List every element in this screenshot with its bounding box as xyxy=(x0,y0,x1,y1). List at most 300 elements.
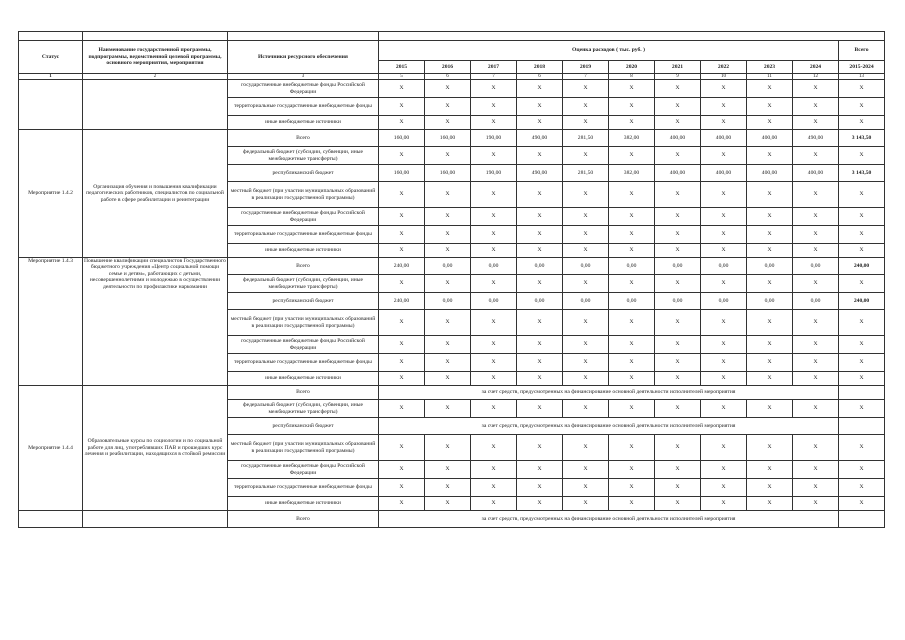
x-cell: X xyxy=(839,147,885,165)
value-cell: 400,00 xyxy=(747,165,793,182)
x-cell: X xyxy=(747,275,793,293)
x-cell: X xyxy=(839,244,885,258)
source-label: федеральный бюджет (субсидии, субвенции, иные межбюджетные трансферты) xyxy=(228,275,379,293)
col-number: 9 xyxy=(655,74,701,80)
x-cell: X xyxy=(471,435,517,461)
x-cell: X xyxy=(839,98,885,116)
source-label: республиканский бюджет xyxy=(228,293,379,310)
x-cell: X xyxy=(839,208,885,226)
x-cell: X xyxy=(747,226,793,244)
x-cell: X xyxy=(517,354,563,372)
x-cell: X xyxy=(563,147,609,165)
col-number: 10 xyxy=(701,74,747,80)
x-cell: X xyxy=(425,116,471,130)
value-cell: 400,00 xyxy=(793,165,839,182)
value-cell: 400,00 xyxy=(747,130,793,147)
x-cell: X xyxy=(655,497,701,511)
x-cell: X xyxy=(793,80,839,98)
x-cell: X xyxy=(563,80,609,98)
x-cell: X xyxy=(655,182,701,208)
x-cell: X xyxy=(839,116,885,130)
x-cell: X xyxy=(793,275,839,293)
header-sources: Источники ресурсного обеспечения xyxy=(228,41,379,74)
value-cell: 160,00 xyxy=(379,165,425,182)
x-cell: X xyxy=(609,80,655,98)
x-cell: X xyxy=(425,244,471,258)
x-cell: X xyxy=(839,226,885,244)
x-cell: X xyxy=(609,275,655,293)
sum-cell: 240,00 xyxy=(839,258,885,275)
x-cell: X xyxy=(379,354,425,372)
x-cell: X xyxy=(655,354,701,372)
value-cell: 0,00 xyxy=(701,258,747,275)
x-cell: X xyxy=(425,226,471,244)
col-number: 2 xyxy=(83,74,228,80)
x-cell: X xyxy=(425,372,471,386)
x-cell: X xyxy=(563,116,609,130)
top-strip-row xyxy=(19,32,885,41)
x-cell: X xyxy=(609,461,655,479)
source-label: Всего xyxy=(228,130,379,147)
table-row xyxy=(19,130,885,147)
x-cell: X xyxy=(701,479,747,497)
source-label: местный бюджет (при участии муниципальных образований в реализации государственной программы) xyxy=(228,182,379,208)
name-cell: Образовательные курсы по социологии и по социальной работе для лиц, употреблявших ПАВ и прошедших курс лечения и реабилитации, находящихся в стойкой ремиссии xyxy=(83,386,228,511)
header-status: Статус xyxy=(19,41,83,74)
x-cell: X xyxy=(747,244,793,258)
x-cell: X xyxy=(655,479,701,497)
x-cell: X xyxy=(425,479,471,497)
table-row xyxy=(19,386,885,400)
x-cell: X xyxy=(471,497,517,511)
value-cell: 0,00 xyxy=(747,293,793,310)
source-label: Всего xyxy=(228,511,379,528)
x-cell: X xyxy=(701,372,747,386)
name-cell xyxy=(83,80,228,130)
x-cell: X xyxy=(563,208,609,226)
x-cell: X xyxy=(793,310,839,336)
x-cell: X xyxy=(563,400,609,418)
value-cell: 0,00 xyxy=(563,293,609,310)
x-cell: X xyxy=(471,461,517,479)
x-cell: X xyxy=(563,182,609,208)
x-cell: X xyxy=(839,275,885,293)
year-2016: 2016 xyxy=(425,61,471,74)
status-cell: Мероприятие 1.4.2 xyxy=(19,130,83,258)
x-cell: X xyxy=(839,461,885,479)
x-cell: X xyxy=(425,208,471,226)
value-cell: 160,00 xyxy=(425,130,471,147)
sum-cell xyxy=(839,418,885,435)
source-label: Всего xyxy=(228,258,379,275)
x-cell: X xyxy=(747,80,793,98)
x-cell: X xyxy=(609,182,655,208)
x-cell: X xyxy=(839,310,885,336)
year-2020: 2020 xyxy=(609,61,655,74)
x-cell: X xyxy=(701,208,747,226)
sum-cell xyxy=(839,511,885,528)
cell xyxy=(379,32,885,41)
x-cell: X xyxy=(609,354,655,372)
col-number: 5 xyxy=(379,74,425,80)
x-cell: X xyxy=(379,336,425,354)
x-cell: X xyxy=(747,354,793,372)
source-label: иные внебюджетные источники xyxy=(228,116,379,130)
x-cell: X xyxy=(517,147,563,165)
x-cell: X xyxy=(379,435,425,461)
x-cell: X xyxy=(517,435,563,461)
x-cell: X xyxy=(747,98,793,116)
x-cell: X xyxy=(425,435,471,461)
x-cell: X xyxy=(747,479,793,497)
x-cell: X xyxy=(793,147,839,165)
x-cell: X xyxy=(839,80,885,98)
x-cell: X xyxy=(701,226,747,244)
x-cell: X xyxy=(701,461,747,479)
x-cell: X xyxy=(609,147,655,165)
value-cell: 240,00 xyxy=(379,293,425,310)
x-cell: X xyxy=(517,275,563,293)
x-cell: X xyxy=(563,372,609,386)
col-number: 1 xyxy=(19,74,83,80)
cell xyxy=(228,32,379,41)
x-cell: X xyxy=(471,80,517,98)
source-label: государственные внебюджетные фонды Российской Федерации xyxy=(228,80,379,98)
value-cell: 190,00 xyxy=(471,130,517,147)
name-cell: Организация обучения и повышения квалификации педагогических работников, специалистов по социальной работе в сфере реабилитации и реинтеграции xyxy=(83,130,228,258)
value-cell: 160,00 xyxy=(379,130,425,147)
x-cell: X xyxy=(793,116,839,130)
x-cell: X xyxy=(701,147,747,165)
x-cell: X xyxy=(793,479,839,497)
x-cell: X xyxy=(701,336,747,354)
value-cell: 0,00 xyxy=(701,293,747,310)
sum-cell: 3 143,50 xyxy=(839,165,885,182)
value-cell: 0,00 xyxy=(425,258,471,275)
x-cell: X xyxy=(655,98,701,116)
year-2015: 2015 xyxy=(379,61,425,74)
x-cell: X xyxy=(563,336,609,354)
x-cell: X xyxy=(517,244,563,258)
x-cell: X xyxy=(563,275,609,293)
col-number: 6 xyxy=(517,74,563,80)
x-cell: X xyxy=(655,275,701,293)
x-cell: X xyxy=(379,372,425,386)
x-cell: X xyxy=(747,461,793,479)
funding-note: за счет средств, предусмотренных на финансирование основной деятельности исполнителей мероприятия xyxy=(379,418,839,435)
x-cell: X xyxy=(839,479,885,497)
x-cell: X xyxy=(379,147,425,165)
col-number: 6 xyxy=(425,74,471,80)
x-cell: X xyxy=(563,479,609,497)
value-cell: 281,50 xyxy=(563,130,609,147)
x-cell: X xyxy=(655,400,701,418)
value-cell: 190,00 xyxy=(471,165,517,182)
x-cell: X xyxy=(379,461,425,479)
value-cell: 0,00 xyxy=(609,293,655,310)
x-cell: X xyxy=(701,400,747,418)
x-cell: X xyxy=(379,275,425,293)
x-cell: X xyxy=(701,182,747,208)
x-cell: X xyxy=(793,435,839,461)
x-cell: X xyxy=(747,147,793,165)
header-total: Всего xyxy=(839,41,885,61)
status-cell xyxy=(19,511,83,528)
value-cell: 0,00 xyxy=(655,258,701,275)
x-cell: X xyxy=(609,400,655,418)
x-cell: X xyxy=(655,208,701,226)
x-cell: X xyxy=(379,182,425,208)
col-number: 12 xyxy=(793,74,839,80)
value-cell: 490,00 xyxy=(517,165,563,182)
x-cell: X xyxy=(379,80,425,98)
x-cell: X xyxy=(563,310,609,336)
x-cell: X xyxy=(747,310,793,336)
value-cell: 0,00 xyxy=(471,293,517,310)
x-cell: X xyxy=(379,98,425,116)
sum-cell xyxy=(839,386,885,400)
x-cell: X xyxy=(747,435,793,461)
source-label: местный бюджет (при участии муниципальных образований в реализации государственной программы) xyxy=(228,435,379,461)
source-label: федеральный бюджет (субсидии, субвенции, иные межбюджетные трансферты) xyxy=(228,147,379,165)
x-cell: X xyxy=(563,98,609,116)
col-number: 8 xyxy=(609,74,655,80)
x-cell: X xyxy=(471,372,517,386)
x-cell: X xyxy=(517,479,563,497)
total-period: 2015-2024 xyxy=(839,61,885,74)
x-cell: X xyxy=(793,226,839,244)
x-cell: X xyxy=(609,244,655,258)
x-cell: X xyxy=(517,400,563,418)
x-cell: X xyxy=(793,354,839,372)
x-cell: X xyxy=(425,497,471,511)
x-cell: X xyxy=(563,226,609,244)
x-cell: X xyxy=(563,354,609,372)
x-cell: X xyxy=(655,226,701,244)
value-cell: 400,00 xyxy=(655,165,701,182)
table-row xyxy=(19,511,885,528)
x-cell: X xyxy=(747,372,793,386)
cell xyxy=(19,32,83,41)
x-cell: X xyxy=(747,497,793,511)
x-cell: X xyxy=(839,497,885,511)
x-cell: X xyxy=(701,435,747,461)
value-cell: 400,00 xyxy=(701,130,747,147)
x-cell: X xyxy=(609,310,655,336)
x-cell: X xyxy=(517,336,563,354)
x-cell: X xyxy=(747,208,793,226)
year-2024: 2024 xyxy=(793,61,839,74)
x-cell: X xyxy=(839,336,885,354)
x-cell: X xyxy=(517,116,563,130)
x-cell: X xyxy=(655,435,701,461)
x-cell: X xyxy=(701,116,747,130)
value-cell: 0,00 xyxy=(471,258,517,275)
year-2019: 2019 xyxy=(563,61,609,74)
x-cell: X xyxy=(425,98,471,116)
status-cell xyxy=(19,80,83,130)
x-cell: X xyxy=(747,400,793,418)
year-2018: 2018 xyxy=(517,61,563,74)
x-cell: X xyxy=(563,497,609,511)
sum-cell: 3 143,50 xyxy=(839,130,885,147)
x-cell: X xyxy=(425,400,471,418)
x-cell: X xyxy=(839,435,885,461)
x-cell: X xyxy=(793,182,839,208)
source-label: территориальные государственные внебюджетные фонды xyxy=(228,354,379,372)
header-row xyxy=(19,41,885,61)
source-label: территориальные государственные внебюджетные фонды xyxy=(228,226,379,244)
value-cell: 0,00 xyxy=(517,293,563,310)
year-2021: 2021 xyxy=(655,61,701,74)
value-cell: 281,50 xyxy=(563,165,609,182)
x-cell: X xyxy=(563,244,609,258)
x-cell: X xyxy=(701,310,747,336)
x-cell: X xyxy=(609,479,655,497)
value-cell: 240,00 xyxy=(379,258,425,275)
year-2022: 2022 xyxy=(701,61,747,74)
x-cell: X xyxy=(609,435,655,461)
x-cell: X xyxy=(517,372,563,386)
source-label: местный бюджет (при участии муниципальных образований в реализации государственной программы) xyxy=(228,310,379,336)
funding-note: за счет средств, предусмотренных на финансирование основной деятельности исполнителей мероприятия xyxy=(379,511,839,528)
x-cell: X xyxy=(379,244,425,258)
x-cell: X xyxy=(517,80,563,98)
year-2017: 2017 xyxy=(471,61,517,74)
x-cell: X xyxy=(471,147,517,165)
x-cell: X xyxy=(379,226,425,244)
value-cell: 0,00 xyxy=(609,258,655,275)
value-cell: 490,00 xyxy=(517,130,563,147)
x-cell: X xyxy=(839,372,885,386)
x-cell: X xyxy=(793,372,839,386)
x-cell: X xyxy=(609,336,655,354)
x-cell: X xyxy=(793,244,839,258)
header-estimate: Оценка расходов ( тыс. руб. ) xyxy=(379,41,839,61)
x-cell: X xyxy=(839,354,885,372)
value-cell: 0,00 xyxy=(747,258,793,275)
x-cell: X xyxy=(517,497,563,511)
source-label: территориальные государственные внебюджетные фонды xyxy=(228,98,379,116)
x-cell: X xyxy=(701,275,747,293)
value-cell: 382,00 xyxy=(609,130,655,147)
x-cell: X xyxy=(471,336,517,354)
value-cell: 0,00 xyxy=(425,293,471,310)
x-cell: X xyxy=(609,372,655,386)
x-cell: X xyxy=(701,98,747,116)
value-cell: 0,00 xyxy=(793,293,839,310)
col-number: 13 xyxy=(839,74,885,80)
x-cell: X xyxy=(609,208,655,226)
x-cell: X xyxy=(425,147,471,165)
value-cell: 382,00 xyxy=(609,165,655,182)
x-cell: X xyxy=(425,182,471,208)
value-cell: 0,00 xyxy=(655,293,701,310)
x-cell: X xyxy=(701,354,747,372)
value-cell: 490,00 xyxy=(793,130,839,147)
x-cell: X xyxy=(793,400,839,418)
value-cell: 0,00 xyxy=(517,258,563,275)
x-cell: X xyxy=(425,336,471,354)
x-cell: X xyxy=(471,479,517,497)
value-cell: 0,00 xyxy=(563,258,609,275)
x-cell: X xyxy=(793,98,839,116)
x-cell: X xyxy=(471,354,517,372)
status-cell: Мероприятие 1.4.4 xyxy=(19,386,83,511)
col-number: 7 xyxy=(471,74,517,80)
x-cell: X xyxy=(425,461,471,479)
x-cell: X xyxy=(379,497,425,511)
x-cell: X xyxy=(655,147,701,165)
funding-note: за счет средств, предусмотренных на финансирование основной деятельности исполнителей мероприятия xyxy=(379,386,839,400)
x-cell: X xyxy=(563,461,609,479)
x-cell: X xyxy=(793,461,839,479)
x-cell: X xyxy=(609,98,655,116)
col-number: 7 xyxy=(563,74,609,80)
x-cell: X xyxy=(471,226,517,244)
col-number: 3 xyxy=(228,74,379,80)
x-cell: X xyxy=(747,182,793,208)
x-cell: X xyxy=(517,310,563,336)
x-cell: X xyxy=(379,208,425,226)
x-cell: X xyxy=(517,98,563,116)
source-label: территориальные государственные внебюджетные фонды xyxy=(228,479,379,497)
x-cell: X xyxy=(517,461,563,479)
name-cell xyxy=(83,511,228,528)
x-cell: X xyxy=(471,116,517,130)
col-number: 11 xyxy=(747,74,793,80)
x-cell: X xyxy=(609,226,655,244)
x-cell: X xyxy=(471,182,517,208)
x-cell: X xyxy=(609,116,655,130)
x-cell: X xyxy=(425,310,471,336)
x-cell: X xyxy=(747,116,793,130)
source-label: иные внебюджетные источники xyxy=(228,497,379,511)
x-cell: X xyxy=(379,116,425,130)
source-label: иные внебюджетные источники xyxy=(228,244,379,258)
value-cell: 0,00 xyxy=(793,258,839,275)
x-cell: X xyxy=(471,98,517,116)
year-2023: 2023 xyxy=(747,61,793,74)
table-row xyxy=(19,80,885,98)
source-label: иные внебюджетные источники xyxy=(228,372,379,386)
value-cell: 400,00 xyxy=(701,165,747,182)
x-cell: X xyxy=(701,244,747,258)
x-cell: X xyxy=(655,336,701,354)
x-cell: X xyxy=(793,336,839,354)
x-cell: X xyxy=(839,182,885,208)
source-label: республиканский бюджет xyxy=(228,418,379,435)
x-cell: X xyxy=(425,275,471,293)
x-cell: X xyxy=(379,310,425,336)
name-cell: Повышение квалификации специалистов Государственного бюджетного учреждения «Центр социальной помощи семье и детям», работающих с детьми, несовершеннолетними и молодежью в осуществлении деятельности по профилактике наркомании xyxy=(83,258,228,386)
x-cell: X xyxy=(655,310,701,336)
x-cell: X xyxy=(471,208,517,226)
x-cell: X xyxy=(655,116,701,130)
x-cell: X xyxy=(471,400,517,418)
x-cell: X xyxy=(517,208,563,226)
source-label: государственные внебюджетные фонды Российской Федерации xyxy=(228,208,379,226)
x-cell: X xyxy=(563,435,609,461)
cell xyxy=(83,32,228,41)
source-label: государственные внебюджетные фонды Российской Федерации xyxy=(228,461,379,479)
source-label: республиканский бюджет xyxy=(228,165,379,182)
sum-cell: 240,00 xyxy=(839,293,885,310)
x-cell: X xyxy=(379,479,425,497)
x-cell: X xyxy=(609,497,655,511)
value-cell: 400,00 xyxy=(655,130,701,147)
x-cell: X xyxy=(471,275,517,293)
